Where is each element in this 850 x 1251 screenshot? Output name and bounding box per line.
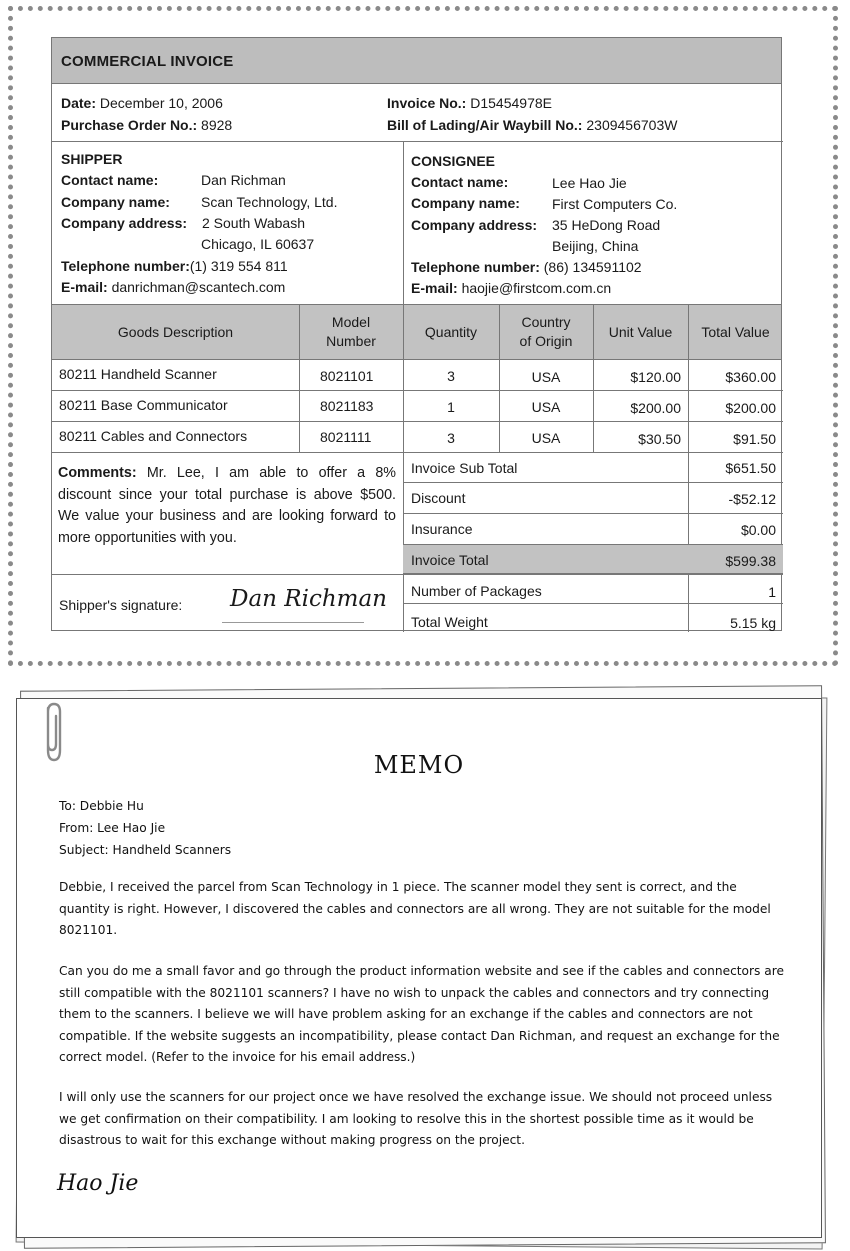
divider [52,574,783,575]
shipper-company-label: Company name: [61,194,170,210]
consignee-address-2: Beijing, China [552,238,639,254]
memo-paragraph-3: I will only use the scanners for our project once we have resolved the exchange issue. We should not proceed unless we get confirmation on their compatibility. I am looking to resolve this in the shortest possible time as it would be disastrous to wait for this exchange without making progress on the project. [59,1090,773,1147]
divider [403,482,783,483]
consignee-contact-label: Contact name: [411,174,509,190]
invoice-title-bar [52,38,781,84]
consignee-address-1: 35 HeDong Road [552,217,661,233]
po-value: 8928 [201,117,233,133]
invoice-no-label: Invoice No.: [387,95,467,111]
consignee-email-label: E-mail: [411,280,458,296]
row-model: 8021183 [320,398,374,414]
col-model-line1: Model [331,314,371,330]
consignee-address-label: Company address: [411,217,538,233]
row-model: 8021101 [320,368,374,384]
divider [52,452,783,453]
row-description: 80211 Handheld Scanner [59,366,217,382]
consignee-email-line [411,280,611,296]
shipper-contact: Dan Richman [201,172,286,188]
memo-title: MEMO [373,751,465,779]
insurance-label: Insurance [411,521,473,537]
consignee-phone-line [411,259,642,275]
col-origin-line1: Country [521,314,571,330]
shipper-company: Scan Technology, Ltd. [201,194,338,210]
divider [403,603,783,604]
col-unit-value: Unit Value [608,323,673,340]
memo-from: From: Lee Hao Jie [59,821,166,835]
shipper-email: danrichman@scantech.com [111,279,286,295]
row-quantity: 3 [447,368,455,384]
col-origin-line2: of Origin [519,333,573,349]
goods-table-header [52,304,781,360]
col-total-value: Total Value [701,323,770,340]
consignee-heading: CONSIGNEE [411,153,496,169]
comments-text: Mr. Lee, I am able to offer a 8% discount since your total purchase is above $500. We value your business and are looking forward to more opportunities with you. [58,465,396,546]
discount-label: Discount [411,490,466,506]
date-line [61,95,223,111]
col-quantity: Quantity [424,323,478,340]
consignee-phone: (86) 134591102 [543,259,642,275]
insurance-value: $0.00 [740,522,776,538]
row-origin: USA [531,430,561,446]
weight-label: Total Weight [411,614,488,630]
shipper-email-label: E-mail: [61,279,108,295]
paper-clip-icon [40,700,66,766]
shipper-heading: SHIPPER [61,151,123,167]
memo-signature: Hao Jie [57,1171,139,1196]
col-goods-description: Goods Description [117,323,234,340]
consignee-phone-label: Telephone number: [411,259,540,275]
subtotal-value: $651.50 [725,460,776,476]
row-origin: USA [531,369,561,385]
invoice-title: COMMERCIAL INVOICE [61,53,234,70]
invoice-total-label: Invoice Total [411,552,489,568]
consignee-company: First Computers Co. [552,196,678,212]
row-total-value: $200.00 [725,400,776,416]
row-origin: USA [531,399,561,415]
invoice-total-value: $599.38 [725,553,776,569]
date-value: December 10, 2006 [99,95,223,111]
memo-paragraph-1: Debbie, I received the parcel from Scan Technology in 1 piece. The scanner model they sent is correct, and the quantity is right. However, I discovered the cables and connectors are all wrong. They are not suitable for the model 8021101. [59,880,771,937]
signature-line [222,622,364,623]
divider [403,141,404,304]
row-unit-value: $200.00 [630,400,681,416]
discount-value: -$52.12 [728,491,776,507]
row-quantity: 3 [447,430,455,446]
row-quantity: 1 [447,399,455,415]
consignee-company-label: Company name: [411,195,520,211]
date-label: Date: [61,95,97,111]
row-total-value: $91.50 [733,431,776,447]
divider [52,421,783,422]
bol-label: Bill of Lading/Air Waybill No.: [387,117,583,133]
weight-value: 5.15 kg [730,615,776,631]
shipper-address-1: 2 South Wabash [202,215,305,231]
memo [16,698,822,1238]
comments-label: Comments: [58,465,137,481]
bol-value: 2309456703W [586,117,678,133]
divider [52,390,783,391]
shipper-signature: Dan Richman [230,586,387,612]
packages-value: 1 [768,584,776,600]
shipper-address-2: Chicago, IL 60637 [201,236,315,252]
commercial-invoice [51,37,782,631]
comments [58,463,396,549]
memo-paragraph-2: Can you do me a small favor and go through the product information website and see if the cables and connectors are still compatible with the 8021101 scanners? I have no wish to unpack the cables and connectors and try connecting them to the scanners. I believe we will have problem asking for an exchange if the cables and connectors are not compatible. If the website suggests an incompatibility, please contact Dan Richman, and request an exchange for the correct model. (Refer to the invoice for his email address.) [59,964,784,1064]
col-country-of-origin [499,305,593,359]
shipper-contact-label: Contact name: [61,172,159,188]
shipper-phone-line [61,258,288,274]
memo-subject: Subject: Handheld Scanners [59,843,232,857]
consignee-email: haojie@firstcom.com.cn [461,280,612,296]
row-unit-value: $120.00 [630,369,681,385]
col-model-line2: Number [326,333,376,349]
row-model: 8021111 [320,429,372,445]
signature-label: Shipper's signature: [59,597,183,613]
row-description: 80211 Base Communicator [59,397,228,413]
subtotal-label: Invoice Sub Total [411,460,518,476]
row-description: 80211 Cables and Connectors [59,428,248,444]
consignee-contact: Lee Hao Jie [552,175,627,191]
invoice-no-value: D15454978E [470,95,552,111]
divider [52,141,783,142]
col-model-number [299,305,403,359]
shipper-phone-label: Telephone number: [61,258,190,274]
shipper-email-line [61,279,285,295]
shipper-address-label: Company address: [61,215,188,231]
row-total-value: $360.00 [725,369,776,385]
invoice-no-line [387,95,552,111]
packages-label: Number of Packages [411,583,542,599]
po-line [61,117,232,133]
divider [403,513,783,514]
row-unit-value: $30.50 [638,431,681,447]
shipper-phone: (1) 319 554 811 [189,258,288,274]
divider [403,304,404,632]
po-label: Purchase Order No.: [61,117,198,133]
bol-line [387,117,677,133]
memo-to: To: Debbie Hu [59,799,144,813]
divider [299,304,300,452]
